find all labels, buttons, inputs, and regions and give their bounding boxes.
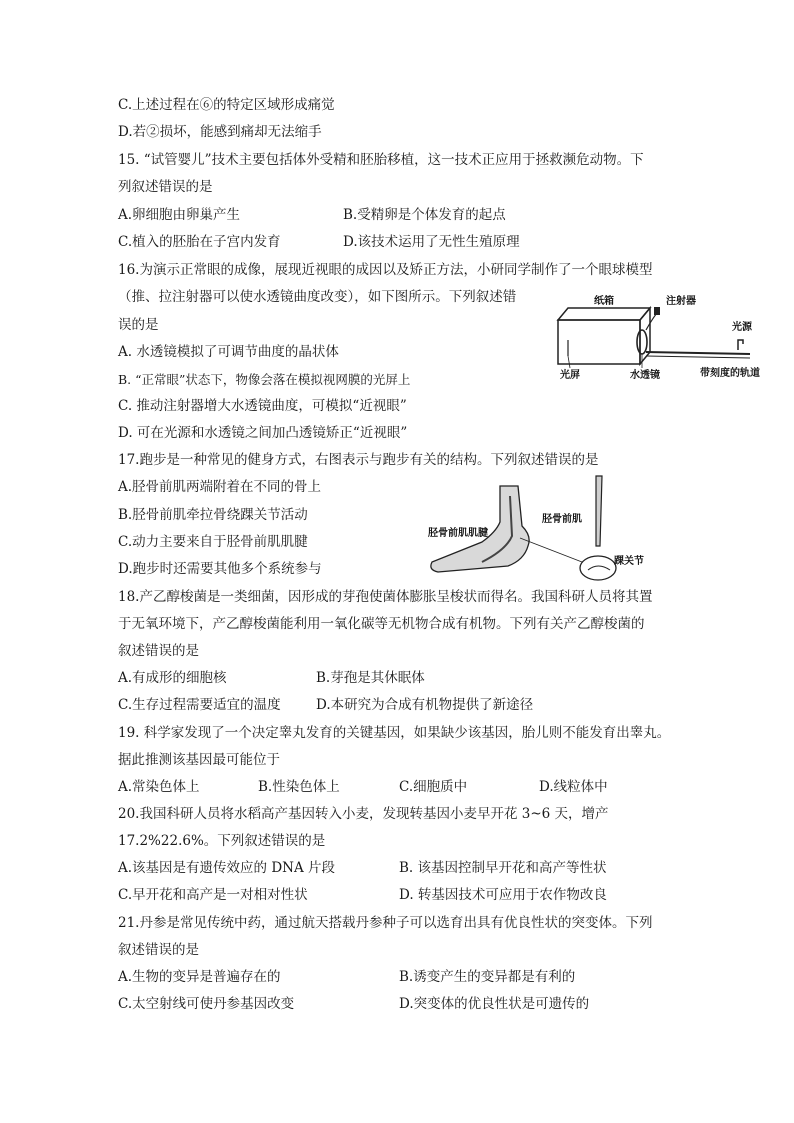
q15-option-c: C.植入的胚胎在子宫内发育 <box>118 234 281 250</box>
q16-option-a: A. 水透镜模拟了可调节曲度的晶状体 <box>118 344 339 360</box>
q17-option-b: B.胫骨前肌牵拉骨绕踝关节活动 <box>118 507 308 523</box>
syringe-body <box>654 307 660 315</box>
q21-option-d: D.突变体的优良性状是可遗传的 <box>399 996 590 1012</box>
q17-stem: 17.跑步是一种常见的健身方式，右图表示与跑步有关的结构。下列叙述错误的是 <box>118 452 599 468</box>
label-syringe: 注射器 <box>666 296 696 307</box>
q21-stem-1: 21.丹参是常见传统中药，通过航天搭载丹参种子可以选育出具有优良性状的突变体。下列 <box>118 915 653 931</box>
q19-stem-2: 据此推测该基因最可能位于 <box>118 752 280 768</box>
q15-stem-2: 列叙述错误的是 <box>118 179 213 195</box>
q19-option-b: B.性染色体上 <box>258 779 340 795</box>
q16-option-b: B. “正常眼”状态下，物像会落在模拟视网膜的光屏上 <box>118 372 411 387</box>
q19-option-a: A.常染色体上 <box>118 779 200 795</box>
q18-option-d: D.本研究为合成有机物提供了新途径 <box>316 697 534 713</box>
q20-option-a: A.该基因是有遗传效应的 DNA 片段 <box>118 860 336 876</box>
leg-figure <box>420 476 644 586</box>
label-track: 带刻度的轨道 <box>700 368 760 379</box>
water-lens-shape <box>637 330 647 354</box>
q17-option-c: C.动力主要来自于胫骨前肌肌腱 <box>118 534 308 550</box>
leg-bone <box>596 476 602 546</box>
joint-detail <box>588 566 610 570</box>
q21-option-c: C.太空射线可使丹参基因改变 <box>118 996 295 1012</box>
label-lens: 水透镜 <box>630 370 660 381</box>
box-top <box>558 308 650 320</box>
box-front <box>558 320 640 364</box>
q18-option-c: C.生存过程需要适宜的温度 <box>118 697 281 713</box>
q17-option-a: A.胫骨前肌两端附着在不同的骨上 <box>118 479 322 495</box>
q21-stem-2: 叙述错误的是 <box>118 942 199 958</box>
label-light: 光源 <box>732 322 752 333</box>
q18-stem-1: 18.产乙醇梭菌是一类细菌，因形成的芽孢使菌体膨胀呈梭状而得名。我国科研人员将其置 <box>118 589 653 605</box>
q18-option-b: B.芽孢是其休眠体 <box>316 670 425 686</box>
label-box: 纸箱 <box>594 296 614 307</box>
connector-line <box>520 538 582 562</box>
q16-option-c: C. 推动注射器增大水透镜曲度，可模拟“近视眼” <box>118 398 407 414</box>
q16-option-d: D. 可在光源和水透镜之间加凸透镜矫正“近视眼” <box>118 425 408 441</box>
q17-option-d: D.跑步时还需要其他多个系统参与 <box>118 561 322 577</box>
label-screen: 光屏 <box>560 370 580 381</box>
label-joint: 踝关节 <box>614 556 644 567</box>
q15-stem-1: 15. “试管婴儿”技术主要包括体外受精和胚胎移植，这一技术正应用于拯救濒危动物。下 <box>118 152 644 168</box>
q20-option-d: D. 转基因技术可应用于农作物改良 <box>399 887 607 903</box>
q19-option-d: D.线粒体中 <box>539 779 608 795</box>
label-muscle: 胫骨前肌 <box>542 514 582 525</box>
q19-stem-1: 19. 科学家发现了一个决定睾丸发育的关键基因，如果缺少该基因，胎儿则不能发育出睾丸。 <box>118 725 671 741</box>
q18-stem-3: 叙述错误的是 <box>118 643 199 659</box>
q15-option-d: D.该技术运用了无性生殖原理 <box>343 234 520 250</box>
option-c-line: C.上述过程在⑥的特定区域形成痛觉 <box>118 97 335 113</box>
q20-option-c: C.早开花和高产是一对相对性状 <box>118 887 308 903</box>
q15-option-b: B.受精卵是个体发育的起点 <box>343 207 506 223</box>
q15-option-a: A.卵细胞由卵巢产生 <box>118 207 241 223</box>
q21-option-a: A.生物的变异是普遍存在的 <box>118 969 281 985</box>
q20-stem-2: 17.2%22.6%。下列叙述错误的是 <box>118 833 326 849</box>
joint-circle <box>580 556 616 580</box>
light-source <box>738 340 743 350</box>
label-tendon: 胫骨前肌肌腱 <box>428 528 488 539</box>
track-line <box>646 352 750 354</box>
q18-stem-2: 于无氧环境下，产乙醇梭菌能利用一氧化碳等无机物合成有机物。下列有关产乙醇梭菌的 <box>118 616 645 632</box>
q21-option-b: B.诱变产生的变异都是有利的 <box>399 969 576 985</box>
q20-stem-1: 20.我国科研人员将水稻高产基因转入小麦，发现转基因小麦早开花 3~6 天，增产 <box>118 806 609 822</box>
q16-stem-1: 16.为演示正常眼的成像，展现近视眼的成因以及矫正方法，小研同学制作了一个眼球模型 <box>118 262 653 278</box>
q19-option-c: C.细胞质中 <box>399 779 468 795</box>
eye-model-figure <box>550 290 780 382</box>
q16-stem-3: 误的是 <box>118 317 159 333</box>
q20-option-b: B. 该基因控制早开花和高产等性状 <box>399 860 607 876</box>
q18-option-a: A.有成形的细胞核 <box>118 670 227 686</box>
q16-stem-2: （推、拉注射器可以使水透镜曲度改变），如下图所示。下列叙述错 <box>118 289 517 305</box>
track-line-2 <box>646 356 750 358</box>
option-d-line: D.若②损坏，能感到痛却无法缩手 <box>118 124 322 140</box>
